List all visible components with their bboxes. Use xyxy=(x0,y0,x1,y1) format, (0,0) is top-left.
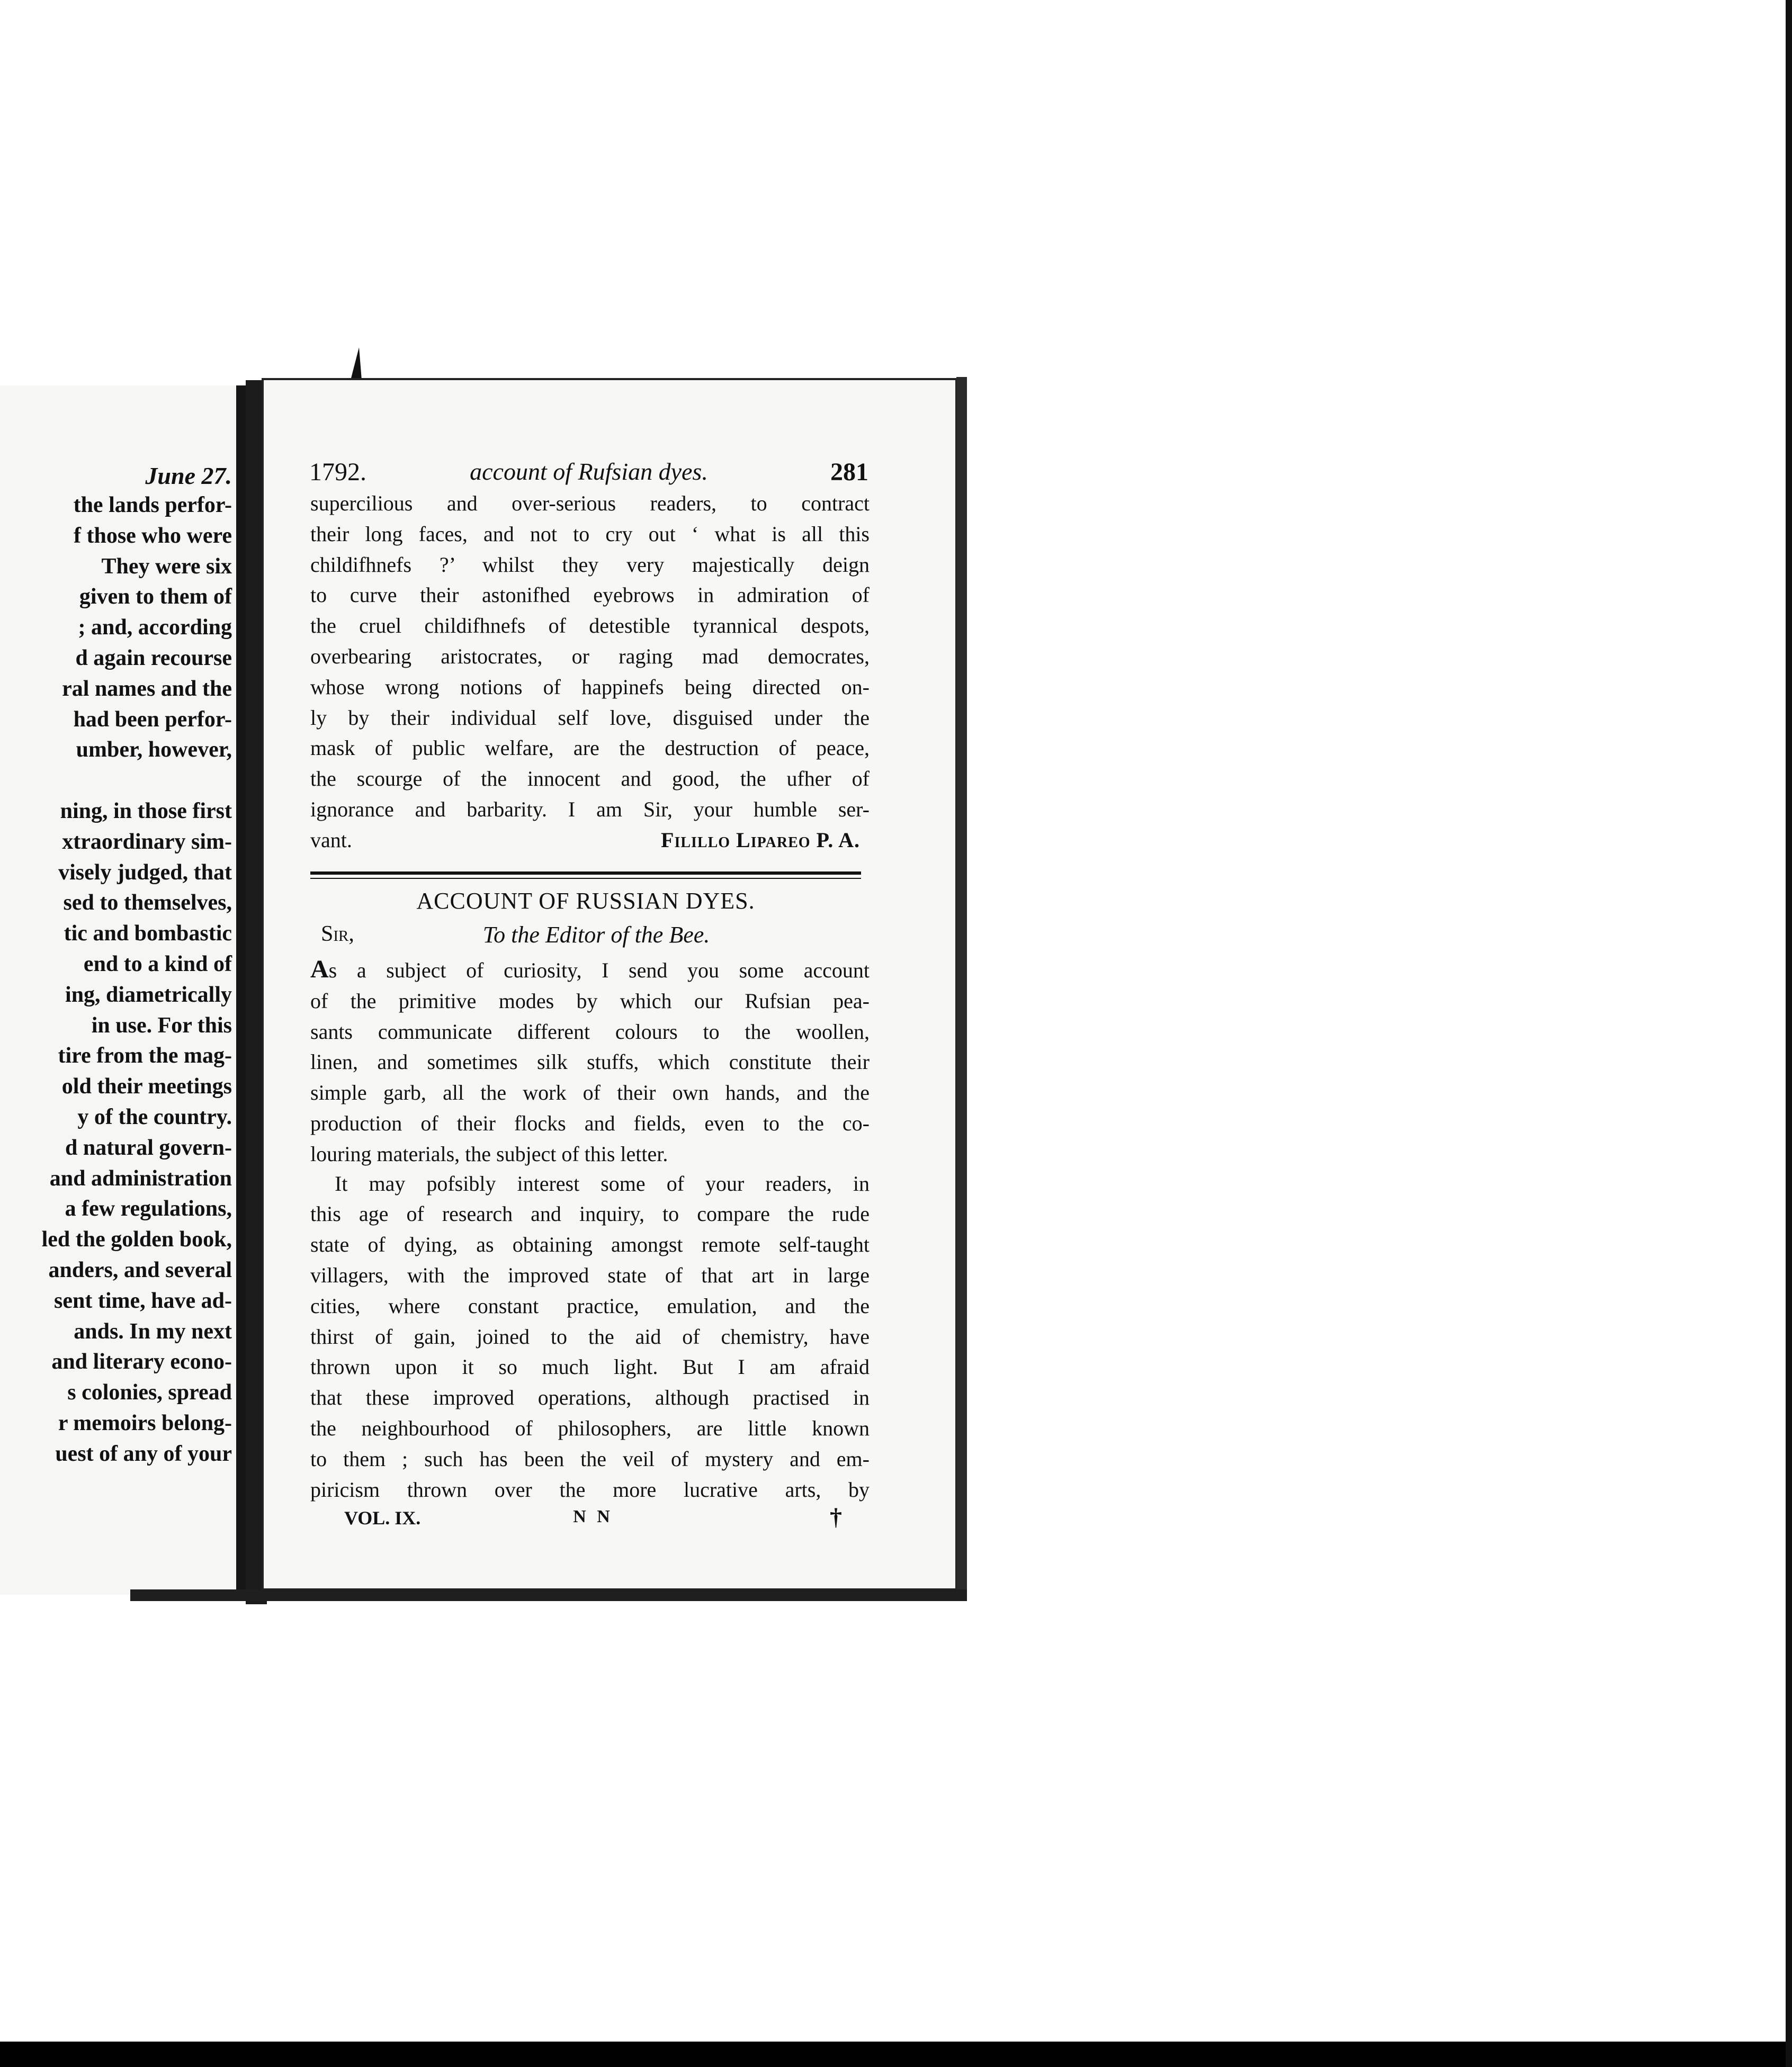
address-line xyxy=(321,921,872,953)
paragraph-1 xyxy=(310,954,870,1170)
text-line: thirst of gain, joined to the aid of chemistry, have xyxy=(310,1324,870,1349)
header-year: 1792. xyxy=(309,458,366,486)
left-text-line: old their meetings xyxy=(61,1074,232,1099)
left-text-line: ning, in those first xyxy=(60,798,232,823)
left-page-header: June 27. xyxy=(145,462,232,489)
text-line: cities, where constant practice, emulation, and the xyxy=(310,1293,870,1318)
text-line: childifhnefs ?’ whilst they very majestically deign xyxy=(310,552,870,577)
scanner-bottom-band xyxy=(0,2042,1792,2067)
drop-letter: A xyxy=(310,955,329,983)
text-line: the scourge of the innocent and good, the ufher of xyxy=(310,767,870,791)
text-line: this age of research and inquiry, to compare the rude xyxy=(310,1202,870,1226)
left-text-line xyxy=(0,766,232,796)
text-line: that these improved operations, although practised in xyxy=(310,1386,870,1410)
paragraph-2 xyxy=(310,1169,870,1505)
text-line: their long faces, and not to cry out ‘ what is all this xyxy=(310,522,870,546)
left-text-line: ral names and the xyxy=(62,676,232,701)
text-line: of the primitive modes by which our Rufsian pea- xyxy=(310,988,870,1013)
text-line: linen, and sometimes silk stuffs, which constitute their xyxy=(310,1050,870,1074)
left-text-line: sed to themselves, xyxy=(63,891,232,915)
left-text-line: anders, and several xyxy=(48,1257,232,1282)
closing-word: vant. xyxy=(310,828,352,852)
left-text-line: and literary econo- xyxy=(51,1350,232,1374)
left-text-line: ing, diametrically xyxy=(65,982,232,1007)
page-footer xyxy=(344,1503,842,1533)
left-text-line: led the golden book, xyxy=(41,1227,232,1252)
left-text-line: y of the country. xyxy=(77,1104,232,1129)
left-text-line: umber, however, xyxy=(76,738,232,762)
text-line: It may pofsibly interest some of your readers, in xyxy=(335,1171,870,1196)
text-line: simple garb, all the work of their own hands, and the xyxy=(310,1081,870,1105)
scanner-right-edge xyxy=(1786,0,1792,2067)
left-text-line: the lands perfor- xyxy=(73,493,232,517)
left-text-line: f those who were xyxy=(73,523,232,548)
text-line: piricism thrown over the more lucrative arts, by xyxy=(310,1477,870,1502)
text-line: mask of public welfare, are the destruction of peace, xyxy=(310,736,870,760)
section-rule-thin xyxy=(310,878,861,879)
text-line: whose wrong notions of happinefs being directed on- xyxy=(310,675,870,699)
left-text-line: tic and bombastic xyxy=(64,921,232,946)
left-text-line: end to a kind of xyxy=(83,951,232,976)
right-page xyxy=(246,379,956,1589)
dagger-mark: † xyxy=(830,1503,842,1530)
left-text-line: had been perfor- xyxy=(73,707,232,732)
text-line: supercilious and over-serious readers, to contract xyxy=(310,491,870,515)
left-text-line: visely judged, that xyxy=(58,860,232,885)
signature-line xyxy=(310,825,870,856)
left-text-line: in use. For this xyxy=(91,1013,232,1038)
left-page xyxy=(0,381,256,1595)
left-text-line: a few regulations, xyxy=(65,1197,232,1221)
left-text-line: xtraordinary sim- xyxy=(62,829,232,854)
running-title: account of Rufsian dyes. xyxy=(470,458,708,485)
left-text-line: They were six xyxy=(101,554,232,579)
signature: Filillo Lipareo P. A. xyxy=(661,828,860,852)
text-line: to curve their astonifhed eyebrows in admiration of xyxy=(310,583,870,607)
board-edge xyxy=(956,377,967,1593)
left-text-line: tire from the mag- xyxy=(58,1044,232,1068)
left-text-line: and administration xyxy=(49,1166,232,1191)
paragraph-1-lines xyxy=(310,986,870,1170)
text-line: overbearing aristocrates, or raging mad democrates, xyxy=(310,644,870,668)
left-text-line: d natural govern- xyxy=(65,1135,232,1160)
page-number: 281 xyxy=(830,458,868,486)
text-line: thrown upon it so much light. But I am afraid xyxy=(310,1355,870,1379)
text-line: villagers, with the improved state of that art in large xyxy=(310,1263,870,1287)
left-text-line: sent time, have ad- xyxy=(54,1288,232,1313)
section-rule xyxy=(310,871,861,875)
salutation: Sir, xyxy=(321,922,354,946)
paragraph-1-first-text: s a subject of curiosity, I send you some account xyxy=(328,958,870,982)
addressee: To the Editor of the Bee. xyxy=(482,922,710,948)
left-text-line: given to them of xyxy=(79,585,232,609)
text-line: the neighbourhood of philosophers, are little known xyxy=(310,1416,870,1440)
left-text-line: r memoirs belong- xyxy=(58,1410,232,1435)
signature-mark: N N xyxy=(573,1507,613,1526)
text-line: the cruel childifhnefs of detestible tyrannical despots, xyxy=(310,614,870,638)
left-text-line: s colonies, spread xyxy=(67,1380,232,1405)
paragraph-1-first-line xyxy=(310,954,870,986)
article-title: ACCOUNT OF RUSSIAN DYES. xyxy=(416,888,755,914)
left-text-line: uest of any of your xyxy=(55,1441,232,1466)
volume-label: VOL. IX. xyxy=(344,1507,421,1529)
text-line: to them ; such has been the veil of mystery and em- xyxy=(310,1446,870,1471)
text-line: ignorance and barbarity. I am Sir, your humble ser- xyxy=(310,797,870,821)
text-line: state of dying, as obtaining amongst remote self-taught xyxy=(310,1233,870,1257)
text-line: ly by their individual self love, disguised under the xyxy=(310,705,870,730)
signature-line-wrap xyxy=(310,825,870,856)
continuation-text xyxy=(310,488,870,825)
text-line: production of their flocks and fields, even to the co- xyxy=(310,1111,870,1135)
left-text-line: d again recourse xyxy=(75,645,232,670)
left-page-text xyxy=(0,490,232,1470)
text-line: louring materials, the subject of this letter. xyxy=(310,1142,668,1166)
left-text-line: ands. In my next xyxy=(74,1319,232,1344)
page-header xyxy=(309,457,868,487)
left-text-line: ; and, according xyxy=(78,615,232,640)
text-line: sants communicate different colours to the woollen, xyxy=(310,1019,870,1044)
